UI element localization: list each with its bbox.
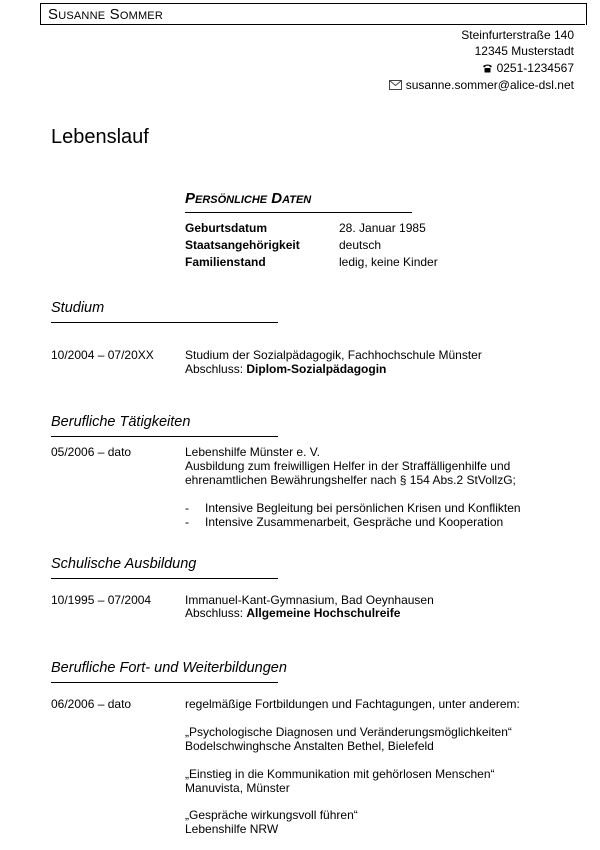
training-organizer: Manuvista, Münster [185, 781, 290, 795]
training-title: „Gespräche wirkungsvoll führen“ [185, 808, 358, 822]
envelope-icon [389, 78, 402, 94]
personal-data-heading: Persönliche Daten [185, 190, 312, 207]
degree-label: Abschluss: [185, 606, 247, 620]
studium-program: Studium der Sozialpädagogik, Fachhochschule Münster [185, 348, 482, 362]
name-header-box [40, 3, 587, 25]
street-address: Steinfurterstraße 140 [461, 28, 574, 42]
degree-value: Allgemeine Hochschulreife [246, 606, 401, 620]
birthdate-value: 28. Januar 1985 [339, 221, 426, 235]
schule-degree-line [185, 606, 400, 620]
schule-heading: Schulische Ausbildung [51, 556, 197, 572]
weiterbildung-heading: Berufliche Fort- und Weiterbildungen [51, 660, 287, 676]
applicant-name: Susanne Sommer [48, 6, 163, 23]
beruf-heading: Berufliche Tätigkeiten [51, 414, 191, 430]
birthdate-label: Geburtsdatum [185, 221, 268, 235]
city-address: 12345 Musterstadt [474, 44, 574, 59]
beruf-bullet: Intensive Begleitung bei persönlichen Krisen und Konflikten [205, 501, 521, 515]
degree-value: Diplom-Sozialpädagogin [246, 362, 387, 376]
beruf-employer: Lebenshilfe Münster e. V. [185, 445, 320, 459]
schule-school: Immanuel-Kant-Gymnasium, Bad Oeynhausen [185, 593, 434, 607]
marital-status-label: Familienstand [185, 255, 266, 269]
marital-status-value: ledig, keine Kinder [339, 255, 438, 269]
schule-rule [51, 578, 278, 579]
training-organizer: Lebenshilfe NRW [185, 822, 279, 836]
beruf-rule [51, 436, 278, 437]
bullet-dash: - [185, 515, 189, 529]
nationality-value: deutsch [339, 238, 382, 252]
nationality-label: Staatsangehörigkeit [185, 238, 300, 252]
beruf-date: 05/2006 – dato [51, 445, 132, 459]
schule-date: 10/1995 – 07/2004 [51, 593, 152, 607]
header-divider [40, 24, 585, 25]
phone-line [389, 60, 574, 77]
studium-rule [51, 322, 278, 323]
phone-icon [482, 61, 493, 77]
weiterbildung-intro: regelmäßige Fortbildungen und Fachtagungen, unter anderem: [185, 697, 520, 711]
contact-block [389, 27, 574, 94]
beruf-desc-line1: Ausbildung zum freiwilligen Helfer in der Straffälligenhilfe und [185, 459, 511, 473]
studium-degree-line [185, 362, 386, 376]
email-address[interactable]: susanne.sommer@alice-dsl.net [405, 77, 574, 92]
training-organizer: Bodelschwinghsche Anstalten Bethel, Bielefeld [185, 739, 434, 753]
studium-heading: Studium [51, 300, 105, 316]
degree-label: Abschluss: [185, 362, 247, 376]
training-title: „Einstieg in die Kommunikation mit gehörlosen Menschen“ [185, 767, 495, 781]
email-line [389, 77, 574, 94]
beruf-bullet: Intensive Zusammenarbeit, Gespräche und Kooperation [205, 515, 504, 529]
training-title: „Psychologische Diagnosen und Veränderungsmöglichkeiten“ [185, 725, 512, 739]
beruf-desc-line2: ehrenamtlichen Bewährungshelfer nach § 154 Abs.2 StVollzG; [185, 473, 516, 487]
weiterbildung-date: 06/2006 – dato [51, 697, 132, 711]
studium-date: 10/2004 – 07/20XX [51, 348, 154, 362]
weiterbildung-rule [51, 682, 278, 683]
personal-data-rule [185, 212, 412, 213]
bullet-dash: - [185, 501, 189, 515]
phone-number: 0251-1234567 [496, 60, 574, 75]
document-title: Lebenslauf [51, 126, 149, 148]
